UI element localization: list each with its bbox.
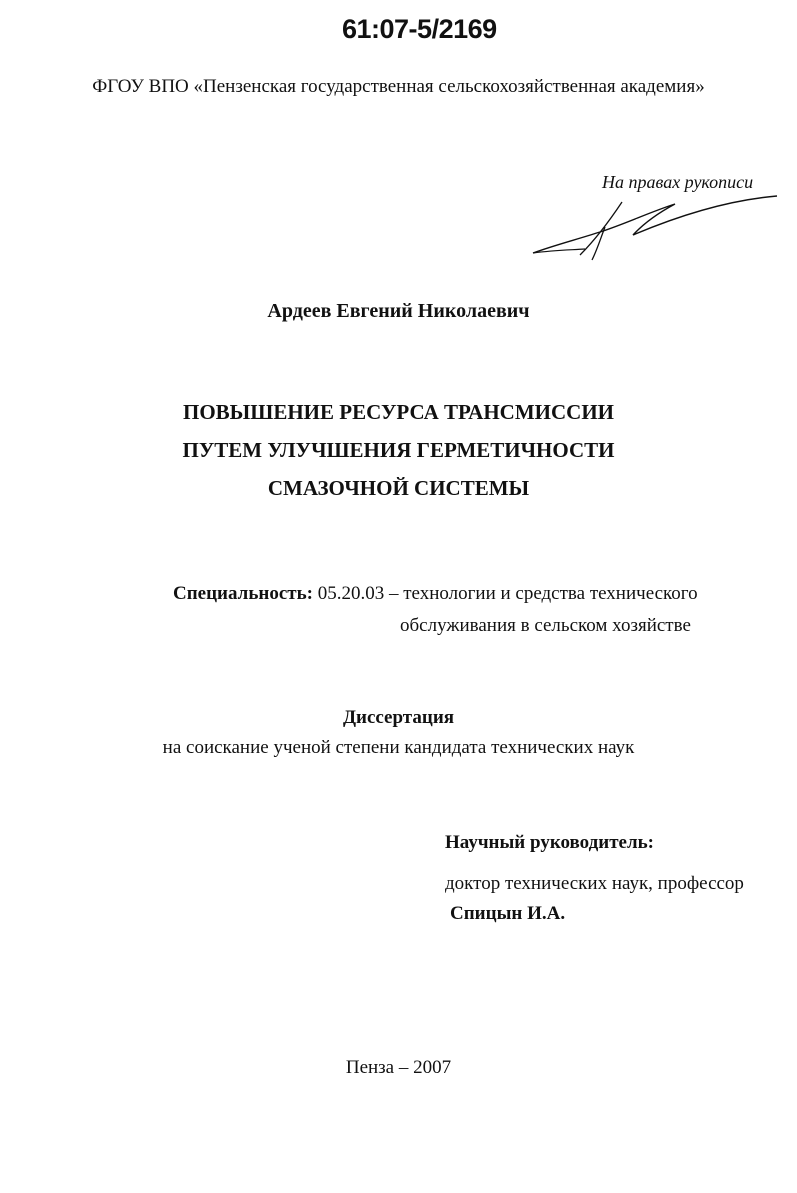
supervisor-rank: доктор технических наук, профессор: [445, 873, 744, 894]
place-year: Пенза – 2007: [345, 1057, 452, 1078]
registry-code: 61:07-5/2169: [342, 14, 497, 44]
specialty-line2: обслуживания в сельском хозяйстве: [400, 615, 691, 636]
title-line: СМАЗОЧНОЙ СИСТЕМЫ: [267, 476, 530, 500]
title-line: ПУТЕМ УЛУЧШЕНИЯ ГЕРМЕТИЧНОСТИ: [182, 438, 615, 462]
institution-name: ФГОУ ВПО «Пензенская государственная сельскохозяйственная академия»: [92, 76, 705, 97]
manuscript-note: На правах рукописи: [602, 172, 754, 192]
author-name: Ардеев Евгений Николаевич: [267, 300, 530, 322]
dissertation-title: [0, 393, 797, 507]
supervisor-heading: Научный руководитель:: [445, 832, 654, 853]
title-line: ПОВЫШЕНИЕ РЕСУРСА ТРАНСМИССИИ: [182, 400, 614, 424]
work-type: Диссертация: [342, 707, 455, 728]
supervisor-name: Спицын И.А.: [450, 903, 566, 924]
specialty-line1: 05.20.03 – технологии и средства технического: [317, 583, 698, 604]
degree: на соискание ученой степени кандидата технических наук: [162, 737, 635, 758]
specialty: [173, 583, 698, 605]
author-signature: [520, 185, 790, 270]
specialty-label: Специальность:: [173, 583, 313, 604]
